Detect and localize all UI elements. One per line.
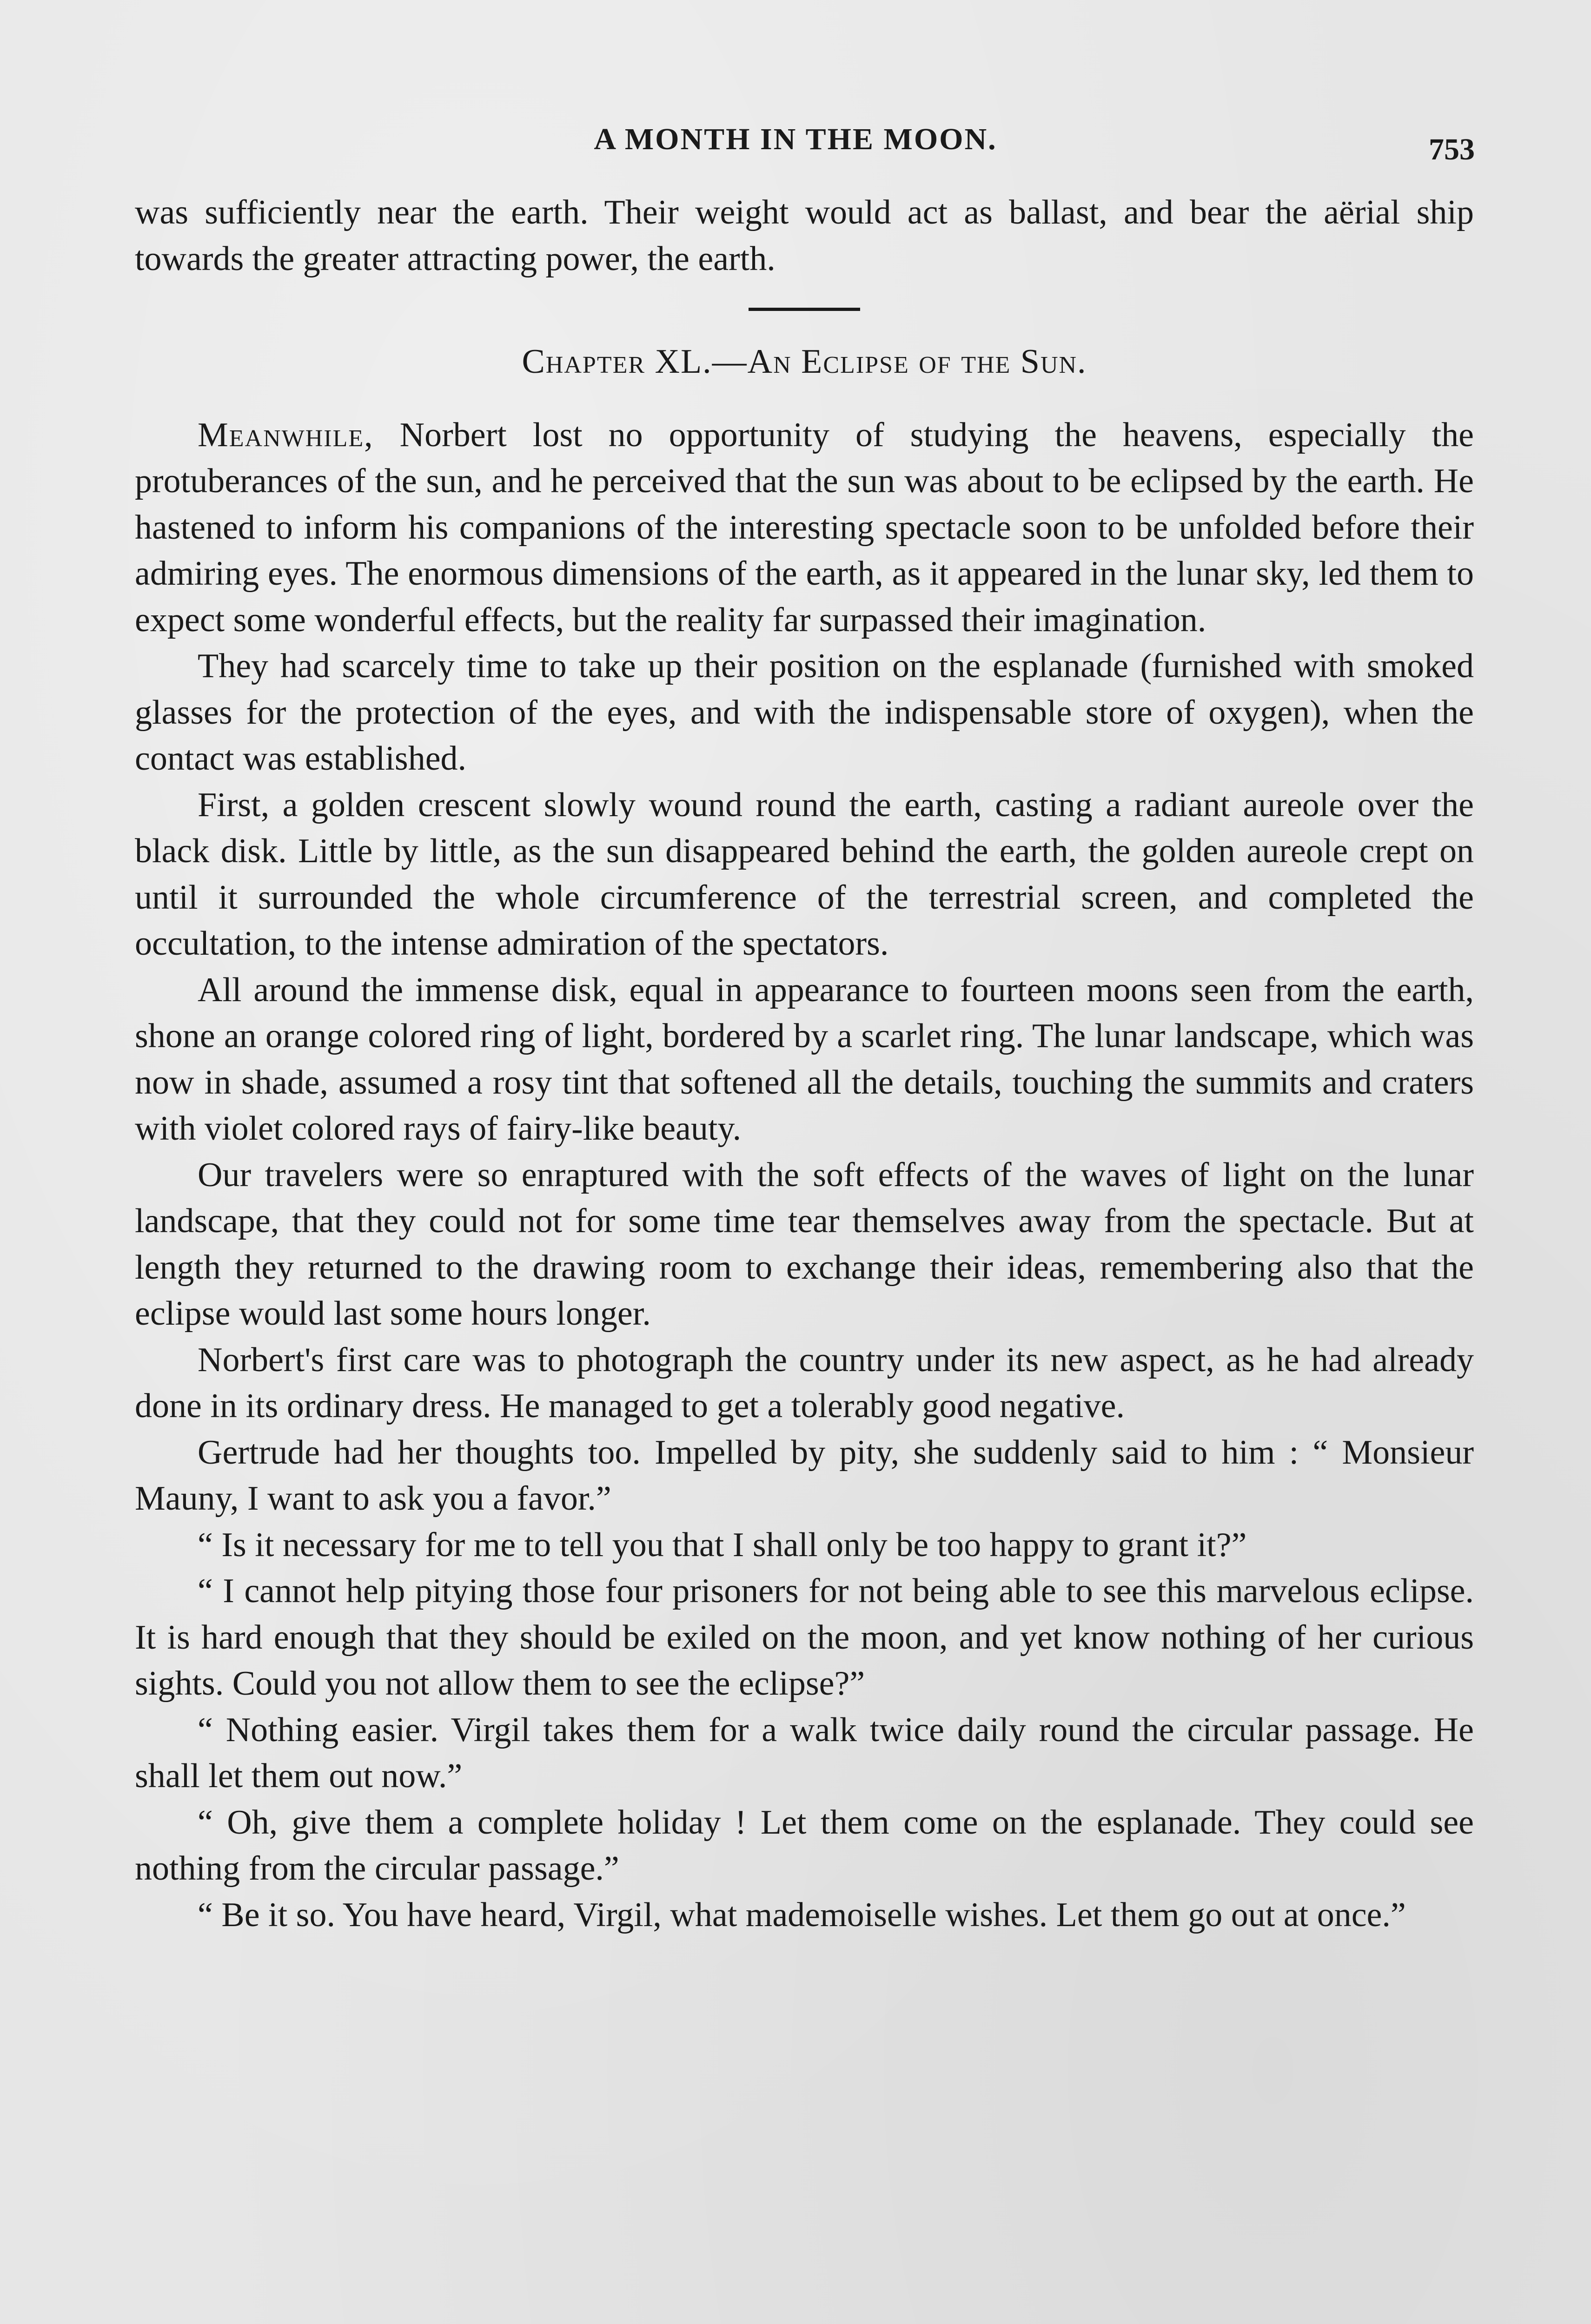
paragraph-8: “ Is it necessary for me to tell you that I shall only be too happy to grant it?” xyxy=(198,1525,1247,1564)
paragraph-9: “ I cannot help pitying those four prisoners for not being able to see this marvelous eclipse. It is hard enough that they should be exiled on the moon, and yet know nothing of her curious sights. Could you not allow them to see the eclipse?” xyxy=(135,1572,1474,1703)
paragraph-1-lead: Meanwhile, xyxy=(198,416,374,454)
paragraph-7: Gertrude had her thoughts too. Impelled by pity, she suddenly said to him : “ Monsieur Mauny, I want to ask you a favor.” xyxy=(135,1433,1474,1518)
chapter-heading: Chapter XL.—An Eclipse of the Sun. xyxy=(522,343,1087,381)
paragraph-1 xyxy=(135,412,1474,644)
paragraph-carryover: was sufficiently near the earth. Their weight would act as ballast, and bear the aërial ship towards the greater attracting power, the earth. xyxy=(135,193,1474,278)
paragraph-12: “ Be it so. You have heard, Virgil, what mademoiselle wishes. Let them go out at once.” xyxy=(198,1895,1406,1934)
paragraph-11: “ Oh, give them a complete holiday ! Let them come on the esplanade. They could see nothing from the circular passage.” xyxy=(135,1803,1474,1888)
paragraph-6: Norbert's first care was to photograph the country under its new aspect, as he had already done in its ordinary dress. He managed to get a tolerably good negative. xyxy=(135,1340,1474,1425)
section-divider xyxy=(749,308,860,311)
paragraph-5: Our travelers were so enraptured with the soft effects of the waves of light on the lunar landscape, that they could not for some time tear themselves away from the spectacle. But at length they returned to the drawing room to exchange their ideas, remembering also that the eclipse would last some hours longer. xyxy=(135,1155,1474,1333)
paragraph-3: First, a golden crescent slowly wound round the earth, casting a radiant aureole over the black disk. Little by little, as the sun disappeared behind the earth, the golden aureole crept on until it surrounded the whole circumference of the terrestrial screen, and completed the occultation, to the intense admiration of the spectators. xyxy=(135,786,1474,963)
paragraph-10: “ Nothing easier. Virgil takes them for a walk twice daily round the circular passage. He shall let them out now.” xyxy=(135,1710,1474,1795)
running-title: A MONTH IN THE MOON. xyxy=(594,122,997,156)
paragraph-1-text: Norbert lost no opportunity of studying the heavens, especially the protuberances of the sun, and he perceived that the sun was about to be eclipsed by the earth. He hastened to inform his companions of the interesting spectacle soon to be unfolded before their admiring eyes. The enormous dimensions of the earth, as it appeared in the lunar sky, led them to expect some wonderful effects, but the reality far surpassed their imagination. xyxy=(135,416,1474,639)
paragraph-4: All around the immense disk, equal in appearance to fourteen moons seen from the earth, shone an orange colored ring of light, bordered by a scarlet ring. The lunar landscape, which was now in shade, assumed a rosy tint that softened all the details, touching the summits and craters with violet colored rays of fairy-like beauty. xyxy=(135,971,1474,1148)
body-text xyxy=(135,190,1474,1938)
paragraph-2: They had scarcely time to take up their position on the esplanade (furnished with smoked glasses for the protection of the eyes, and with the indispensable store of oxygen), when the contact was established. xyxy=(135,647,1474,778)
page-number: 753 xyxy=(1429,132,1475,166)
